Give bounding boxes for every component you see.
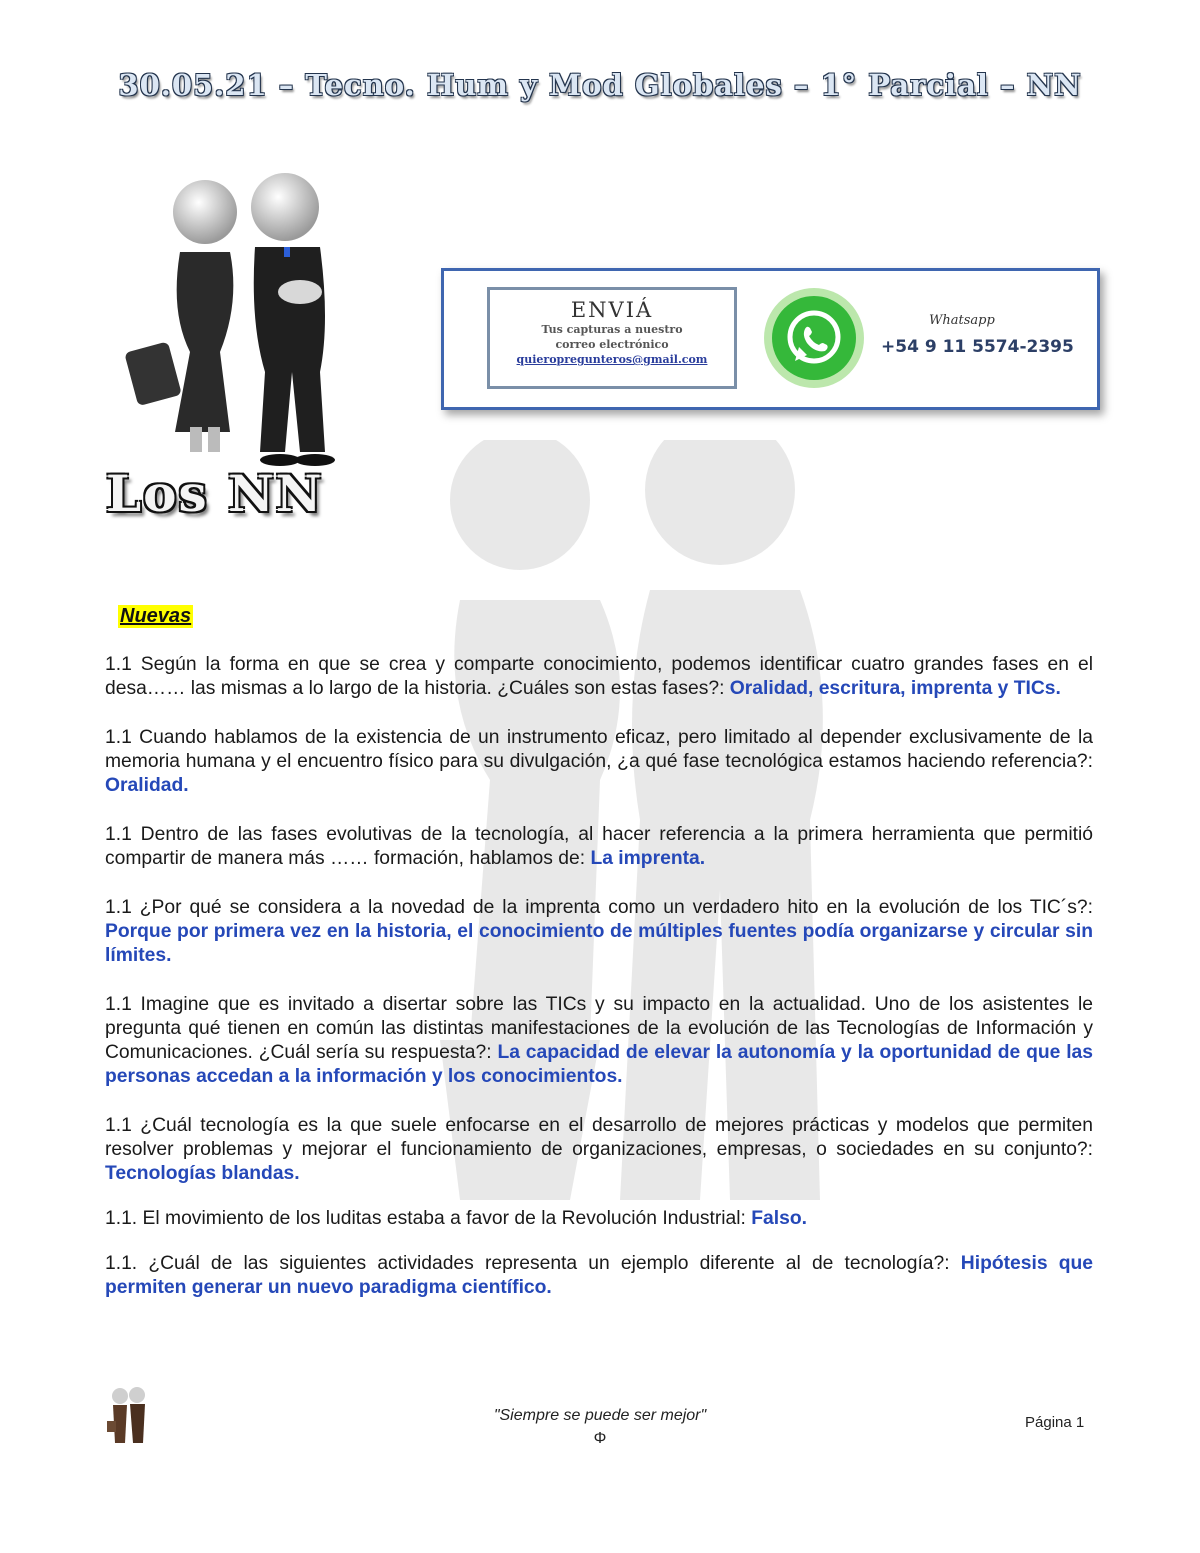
question-text: 1.1 Según la forma en que se crea y comparte conocimiento, podemos identificar cuatro grandes fases en el desa…… las mismas a lo largo de la historia. ¿Cuáles son estas fases?:: [105, 654, 1093, 699]
question-text: 1.1 ¿Cuál tecnología es la que suele enfocarse en el desarrollo de mejores prácticas y modelos que permiten resolver problemas y mejorar el funcionamiento de organizaciones, empresas, o sociedades en su conjunto?:: [105, 1115, 1093, 1160]
send-line-2: correo electrónico: [555, 338, 669, 351]
question-item: [105, 896, 1093, 968]
answer-text: Oralidad, escritura, imprenta y TICs.: [729, 678, 1061, 699]
answer-text: Oralidad.: [105, 775, 189, 796]
send-line-1: Tus capturas a nuestro: [541, 323, 683, 336]
whatsapp-icon: [759, 283, 869, 393]
send-captures-box: [487, 287, 737, 389]
answer-text: Tecnologías blandas.: [105, 1163, 300, 1184]
answer-text: La imprenta.: [590, 848, 706, 869]
question-item: [105, 726, 1093, 798]
answer-text: Falso.: [751, 1208, 807, 1229]
logo-text: Los NN: [106, 464, 324, 523]
question-item: [105, 1207, 1093, 1231]
answer-text: Hipótesis que permiten generar un nuevo paradigma científico.: [105, 1253, 1094, 1298]
page-title: 30.05.21 – Tecno. Hum y Mod Globales – 1° Parcial – NN: [118, 68, 1082, 102]
question-item: [105, 1114, 1093, 1186]
question-text: 1.1. El movimiento de los luditas estaba a favor de la Revolución Industrial:: [105, 1208, 752, 1229]
question-item: [105, 653, 1093, 701]
question-item: [105, 993, 1093, 1089]
section-heading: Nuevas: [120, 605, 192, 627]
question-text: 1.1 Cuando hablamos de la existencia de un instrumento eficaz, pero limitado al depender exclusivamente de la memoria humana y el encuentro físico para su divulgación, ¿a qué fase tecnológica estamos haciendo referencia?:: [105, 727, 1093, 772]
logo-figures-image: [120, 172, 360, 472]
footer-symbol: Φ: [593, 1430, 607, 1447]
answer-text: La capacidad de elevar la autonomía y la oportunidad de que las personas accedan a la información y los conocimientos.: [105, 1042, 1093, 1087]
footer-quote: "Siempre se puede ser mejor": [493, 1407, 707, 1424]
question-text: 1.1. ¿Cuál de las siguientes actividades representa un ejemplo diferente al de tecnología?:: [105, 1253, 961, 1274]
send-title: ENVIÁ: [570, 298, 654, 322]
page-number: Página 1: [1025, 1414, 1085, 1431]
question-text: 1.1 Imagine que es invitado a disertar sobre las TICs y su impacto en la actualidad. Uno de los asistentes le pregunta qué tienen en común las distintas manifestaciones de la evolución de las Tecnologías de Información y Comunicaciones. ¿Cuál sería su respuesta?:: [105, 994, 1093, 1063]
question-item: [105, 1252, 1093, 1300]
contact-banner: [441, 268, 1100, 410]
whatsapp-phone[interactable]: +54 9 11 5574-2395: [881, 337, 1074, 357]
questions-list: [105, 653, 1093, 1325]
whatsapp-label: Whatsapp: [929, 313, 995, 328]
answer-text: Porque por primera vez en la historia, el conocimiento de múltiples fuentes podía organizarse y circular sin límites.: [105, 921, 1093, 966]
question-text: 1.1 Dentro de las fases evolutivas de la tecnología, al hacer referencia a la primera herramienta que permitió compartir de manera más …… formación, hablamos de:: [105, 824, 1093, 869]
question-item: [105, 823, 1093, 871]
email-link[interactable]: quieropregunteros@gmail.com: [516, 353, 708, 366]
question-text: 1.1 ¿Por qué se considera a la novedad de la imprenta como un verdadero hito en la evolución de los TIC´s?:: [105, 897, 1093, 918]
